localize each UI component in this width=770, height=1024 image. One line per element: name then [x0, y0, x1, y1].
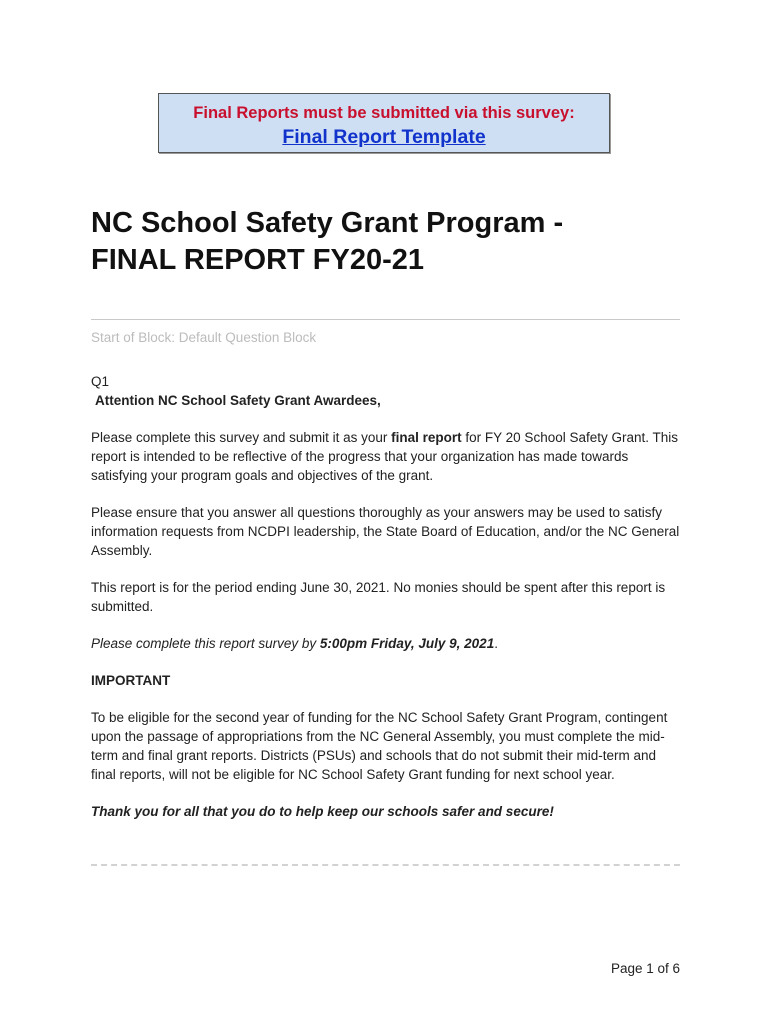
divider: [91, 319, 680, 320]
question-label: Q1: [91, 374, 110, 389]
deadline-date: 5:00pm Friday, July 9, 2021: [319, 636, 495, 651]
deadline-text-after: .: [494, 636, 498, 651]
title-line-1: NC School Safety Grant Program -: [91, 207, 564, 239]
intro-text-bold: final report: [391, 430, 462, 445]
important-heading: IMPORTANT: [91, 673, 171, 688]
eligibility-paragraph: To be eligible for the second year of funding for the NC School Safety Grant Program, contingent upon the passage of appropriations from the NC General Assembly, you must complete the mid-term and final grant reports. Districts (PSUs) and schools that do not submit their mid-term and final reports, will not be eligible for NC School Safety Grant funding for next school year.: [91, 710, 668, 782]
page-title: [91, 205, 691, 279]
thoroughness-paragraph: Please ensure that you answer all questions thoroughly as your answers may be used to satisfy information requests from NCDPI leadership, the State Board of Education, and/or the NC General Assembly.: [91, 505, 680, 558]
thanks-paragraph: Thank you for all that you do to help keep our schools safer and secure!: [91, 804, 554, 819]
period-paragraph: This report is for the period ending June 30, 2021. No monies should be spent after this report is submitted.: [91, 580, 666, 614]
intro-text-before: Please complete this survey and submit it as your: [91, 430, 392, 445]
submission-notice-text: Final Reports must be submitted via this survey:: [193, 104, 575, 122]
final-report-template-link[interactable]: Final Report Template: [282, 126, 486, 148]
page-number: Page 1 of 6: [610, 961, 680, 976]
page-break-divider: [91, 864, 680, 866]
submission-notice-banner: [158, 93, 610, 153]
block-start-label: Start of Block: Default Question Block: [91, 330, 317, 345]
attention-heading: Attention NC School Safety Grant Awardees,: [95, 393, 381, 408]
title-line-2: FINAL REPORT FY20-21: [91, 244, 425, 276]
question-q1: [91, 372, 683, 839]
intro-paragraph: [91, 428, 683, 485]
intro-text-after: for FY 20 School Safety Grant. This report is intended to be reflective of the progress that your organization has made towards satisfying your program goals and objectives of the grant.: [91, 430, 679, 483]
deadline-paragraph: [91, 634, 683, 653]
deadline-text-before: Please complete this report survey by: [91, 636, 320, 651]
